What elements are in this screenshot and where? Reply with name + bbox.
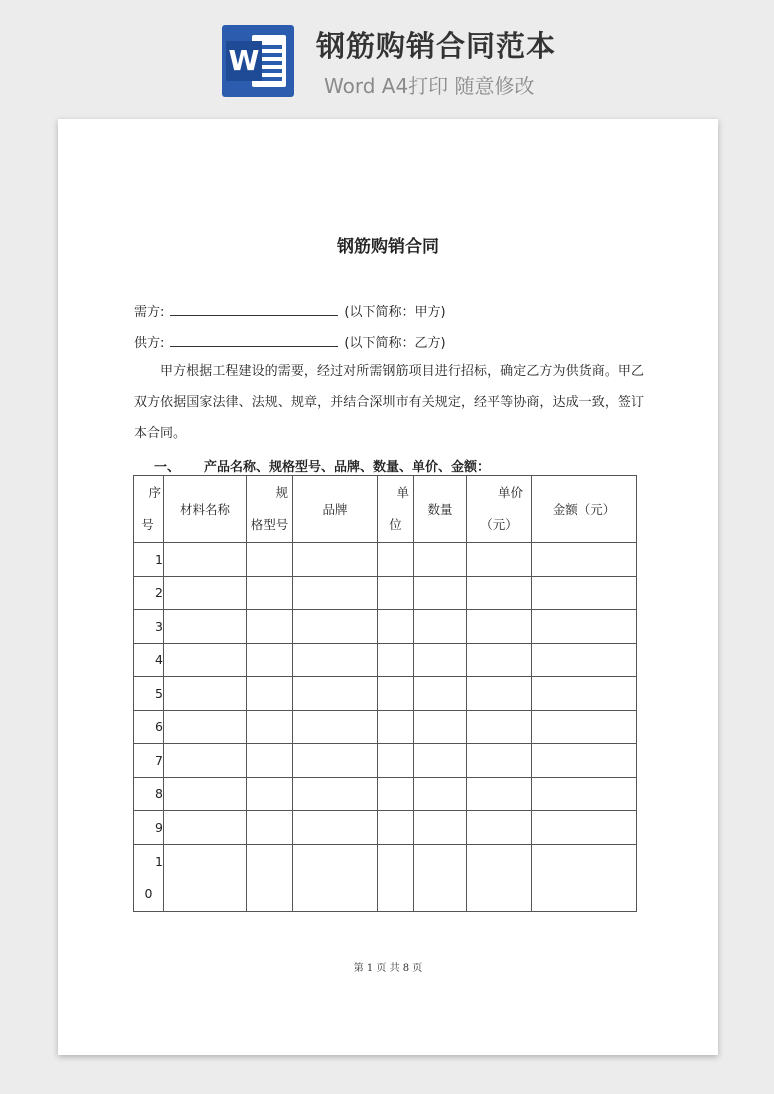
row-index: 2 (134, 576, 164, 610)
cell[interactable] (414, 777, 467, 811)
cell[interactable] (164, 844, 247, 911)
seller-blank[interactable] (170, 334, 338, 347)
items-table (133, 475, 637, 912)
cell[interactable] (164, 576, 247, 610)
cell[interactable] (414, 844, 467, 911)
cell[interactable] (467, 677, 532, 711)
cell[interactable] (378, 677, 414, 711)
cell[interactable] (247, 610, 293, 644)
cell[interactable] (164, 543, 247, 577)
table-row (134, 844, 637, 911)
cell[interactable] (414, 643, 467, 677)
seller-label: 供方: (134, 336, 165, 351)
table-header-row (134, 476, 637, 543)
cell[interactable] (378, 844, 414, 911)
cell[interactable] (247, 811, 293, 845)
table-row (134, 576, 637, 610)
table-row (134, 777, 637, 811)
cell[interactable] (467, 844, 532, 911)
cell[interactable] (293, 811, 378, 845)
cell[interactable] (467, 610, 532, 644)
cell[interactable] (247, 844, 293, 911)
cell[interactable] (532, 610, 637, 644)
header-spec (247, 476, 293, 543)
cell[interactable] (247, 677, 293, 711)
cell[interactable] (164, 744, 247, 778)
cell[interactable] (378, 744, 414, 778)
row-index (134, 844, 164, 911)
header-seq-bottom: 号 (141, 517, 154, 532)
table-row (134, 610, 637, 644)
cell[interactable] (378, 777, 414, 811)
header-unit (378, 476, 414, 543)
cell[interactable] (378, 610, 414, 644)
header-name: 材料名称 (164, 476, 247, 543)
section-1-title: 产品名称、规格型号、品牌、数量、单价、金额： (204, 460, 491, 475)
cell[interactable] (378, 543, 414, 577)
row-index: 9 (134, 811, 164, 845)
seller-line (134, 332, 446, 351)
row-index: 6 (134, 710, 164, 744)
row-index: 4 (134, 643, 164, 677)
header-unit-bottom: 位 (389, 517, 402, 532)
cell[interactable] (164, 811, 247, 845)
header-brand: 品牌 (293, 476, 378, 543)
cell[interactable] (247, 576, 293, 610)
banner (0, 0, 774, 110)
cell[interactable] (164, 777, 247, 811)
cell[interactable] (378, 643, 414, 677)
cell[interactable] (532, 777, 637, 811)
table-row (134, 677, 637, 711)
cell[interactable] (293, 677, 378, 711)
cell[interactable] (414, 710, 467, 744)
header-spec-bottom: 格型号 (250, 517, 289, 532)
cell[interactable] (293, 844, 378, 911)
buyer-blank[interactable] (170, 303, 338, 316)
cell[interactable] (532, 744, 637, 778)
section-1-heading (154, 456, 490, 475)
cell[interactable] (293, 610, 378, 644)
cell[interactable] (247, 744, 293, 778)
row-index: 5 (134, 677, 164, 711)
word-logo-letter: W (226, 41, 262, 81)
cell[interactable] (293, 710, 378, 744)
cell[interactable] (532, 677, 637, 711)
cell[interactable] (414, 610, 467, 644)
cell[interactable] (164, 643, 247, 677)
table-row (134, 710, 637, 744)
cell[interactable] (293, 643, 378, 677)
header-seq-top: 序 (148, 485, 161, 500)
banner-title: 钢筋购销合同范本 (316, 29, 557, 63)
header-qty: 数量 (414, 476, 467, 543)
cell[interactable] (414, 811, 467, 845)
document-title: 钢筋购销合同 (337, 237, 439, 257)
word-logo-icon (222, 25, 294, 97)
cell[interactable] (247, 710, 293, 744)
cell[interactable] (467, 543, 532, 577)
cell[interactable] (247, 643, 293, 677)
cell[interactable] (414, 543, 467, 577)
document-page (58, 119, 718, 1055)
intro-paragraph: 甲方根据工程建设的需要，经过对所需钢筋项目进行招标，确定乙方为供货商。甲乙双方依据国家法律、法规、规章，并结合深圳市有关规定，经平等协商，达成一致，签订本合同。 (134, 364, 644, 441)
buyer-line (134, 301, 446, 320)
cell[interactable] (414, 744, 467, 778)
cell[interactable] (247, 777, 293, 811)
cell[interactable] (532, 710, 637, 744)
header-price (467, 476, 532, 543)
cell[interactable] (293, 543, 378, 577)
cell[interactable] (414, 576, 467, 610)
table-row (134, 744, 637, 778)
header-price-bottom: （元） (480, 517, 518, 532)
header-spec-top: 规 (275, 485, 288, 500)
banner-subtitle: Word A4打印 随意修改 (324, 74, 535, 98)
cell[interactable] (293, 576, 378, 610)
page-footer: 第 1 页 共 8 页 (353, 963, 423, 974)
cell[interactable] (414, 677, 467, 711)
row-index: 7 (134, 744, 164, 778)
cell[interactable] (532, 643, 637, 677)
header-unit-top: 单 (396, 485, 409, 500)
cell[interactable] (532, 844, 637, 911)
table-row (134, 543, 637, 577)
cell[interactable] (467, 643, 532, 677)
cell[interactable] (532, 576, 637, 610)
seller-note: (以下简称：乙方) (344, 336, 446, 351)
cell[interactable] (467, 744, 532, 778)
cell[interactable] (532, 811, 637, 845)
buyer-label: 需方: (134, 305, 165, 320)
cell[interactable] (164, 710, 247, 744)
cell[interactable] (378, 811, 414, 845)
row-index: 8 (134, 777, 164, 811)
row-index-10-top: 1 (155, 853, 163, 869)
header-seq (134, 476, 164, 543)
cell[interactable] (378, 710, 414, 744)
buyer-note: (以下简称：甲方) (344, 305, 446, 320)
cell[interactable] (164, 677, 247, 711)
section-1-number: 一、 (154, 460, 181, 475)
row-index-10-bottom: 0 (144, 885, 153, 901)
cell[interactable] (532, 543, 637, 577)
table-row (134, 811, 637, 845)
cell[interactable] (467, 811, 532, 845)
row-index: 1 (134, 543, 164, 577)
cell[interactable] (467, 777, 532, 811)
table-row (134, 643, 637, 677)
cell[interactable] (467, 576, 532, 610)
row-index: 3 (134, 610, 164, 644)
cell[interactable] (293, 744, 378, 778)
header-amount: 金额（元） (532, 476, 637, 543)
cell[interactable] (164, 610, 247, 644)
cell[interactable] (378, 576, 414, 610)
cell[interactable] (247, 543, 293, 577)
cell[interactable] (467, 710, 532, 744)
header-price-top: 单价 (497, 485, 523, 500)
cell[interactable] (293, 777, 378, 811)
